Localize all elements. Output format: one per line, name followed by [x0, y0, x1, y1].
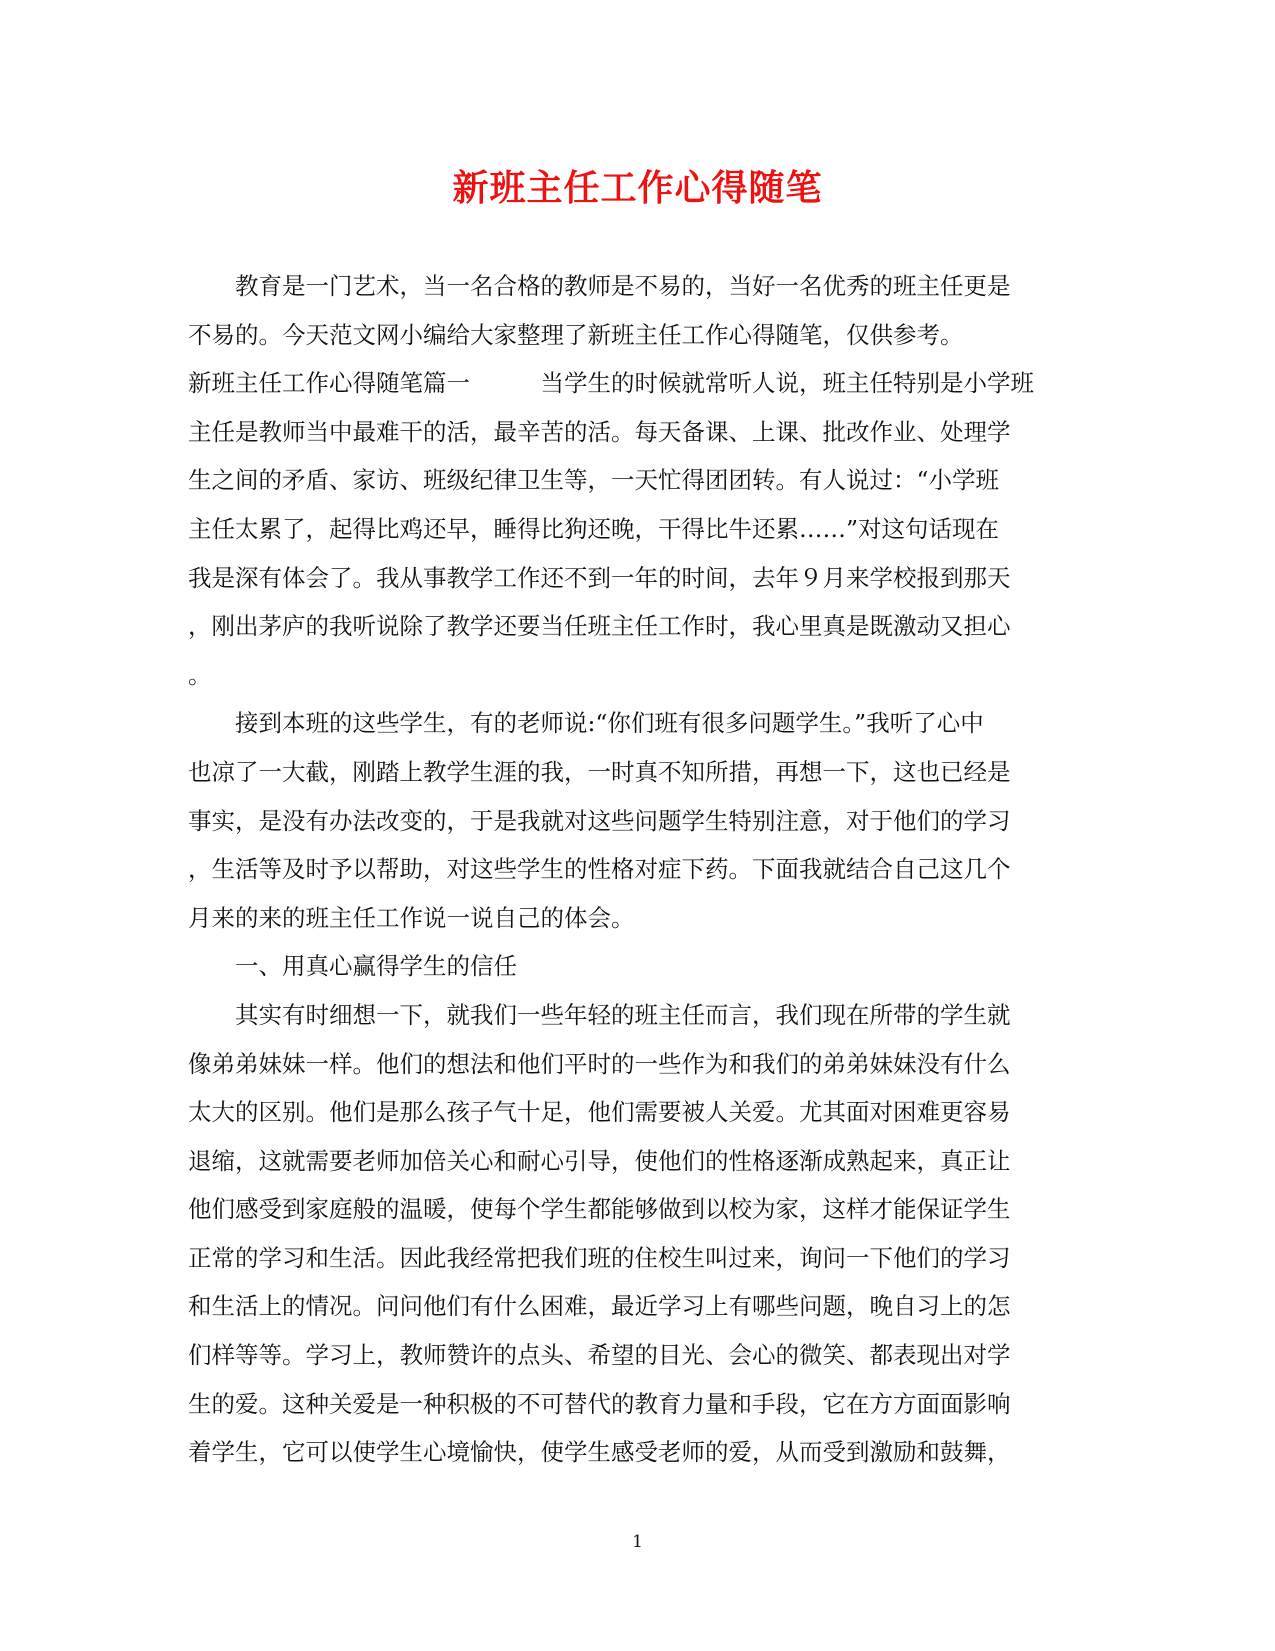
text-line: 其实有时细想一下，就我们一些年轻的班主任而言，我们现在所带的学生就 — [235, 1000, 1011, 1029]
text-line: 着学生，它可以使学生心境愉快，使学生感受老师的爱，从而受到激励和鼓舞， — [188, 1438, 1011, 1467]
text-line: 正常的学习和生活。因此我经常把我们班的住校生叫过来，询问一下他们的学习 — [188, 1243, 1011, 1272]
text-line: 。 — [188, 660, 212, 689]
text-line: 不易的。今天范文网小编给大家整理了新班主任工作心得随笔，仅供参考。 — [188, 320, 964, 349]
text-line: 像弟弟妹妹一样。他们的想法和他们平时的一些作为和我们的弟弟妹妹没有什么 — [188, 1049, 1011, 1078]
subheading-line: 一、用真心赢得学生的信任 — [235, 952, 517, 981]
text-line: 他们感受到家庭般的温暖，使每个学生都能够做到以校为家，这样才能保证学生 — [188, 1195, 1011, 1224]
text-line: 和生活上的情况。问问他们有什么困难，最近学习上有哪些问题，晚自习上的怎 — [188, 1292, 1011, 1321]
text-line: 事实，是没有办法改变的，于是我就对这些问题学生特别注意，对于他们的学习 — [188, 806, 1011, 835]
page-number: 1 — [632, 1532, 643, 1552]
text-line: 退缩，这就需要老师加倍关心和耐心引导，使他们的性格逐渐成熟起来，真正让 — [188, 1146, 1011, 1175]
section-heading-line: 新班主任工作心得随笔篇一 当学生的时候就常听人说，班主任特别是小学班 — [188, 369, 1034, 398]
text-line: 也凉了一大截，刚踏上教学生涯的我，一时真不知所措，再想一下，这也已经是 — [188, 757, 1011, 786]
text-line: 主任是教师当中最难干的活，最辛苦的活。每天备课、上课、批改作业、处理学 — [188, 417, 1011, 446]
text-line: 生的爱。这种关爱是一种积极的不可替代的教育力量和手段，它在方方面面影响 — [188, 1389, 1011, 1418]
document-body — [188, 262, 1068, 1477]
text-line: ，刚出茅庐的我听说除了教学还要当任班主任工作时，我心里真是既激动又担心 — [188, 612, 1011, 641]
text-line: 们样等等。学习上，教师赞许的点头、希望的目光、会心的微笑、都表现出对学 — [188, 1341, 1011, 1370]
text-line: 我是深有体会了。我从事教学工作还不到一年的时间，去年９月来学校报到那天 — [188, 563, 1011, 592]
text-line: 生之间的矛盾、家访、班级纪律卫生等，一天忙得团团转。有人说过：“小学班 — [188, 466, 1000, 495]
document-title: 新班主任工作心得随笔 — [452, 167, 823, 209]
text-line: ，生活等及时予以帮助，对这些学生的性格对症下药。下面我就结合自己这几个 — [188, 855, 1011, 884]
text-line: 月来的来的班主任工作说一说自己的体会。 — [188, 903, 635, 932]
text-line: 教育是一门艺术，当一名合格的教师是不易的，当好一名优秀的班主任更是 — [235, 272, 1011, 300]
text-line: 主任太累了，起得比鸡还早，睡得比狗还晚，干得比牛还累……”对这句话现在 — [188, 514, 1000, 543]
text-line: 太大的区别。他们是那么孩子气十足，他们需要被人关爱。尤其面对困难更容易 — [188, 1098, 1011, 1127]
text-line: 接到本班的这些学生，有的老师说:“你们班有很多问题学生。”我听了心中 — [235, 709, 984, 738]
